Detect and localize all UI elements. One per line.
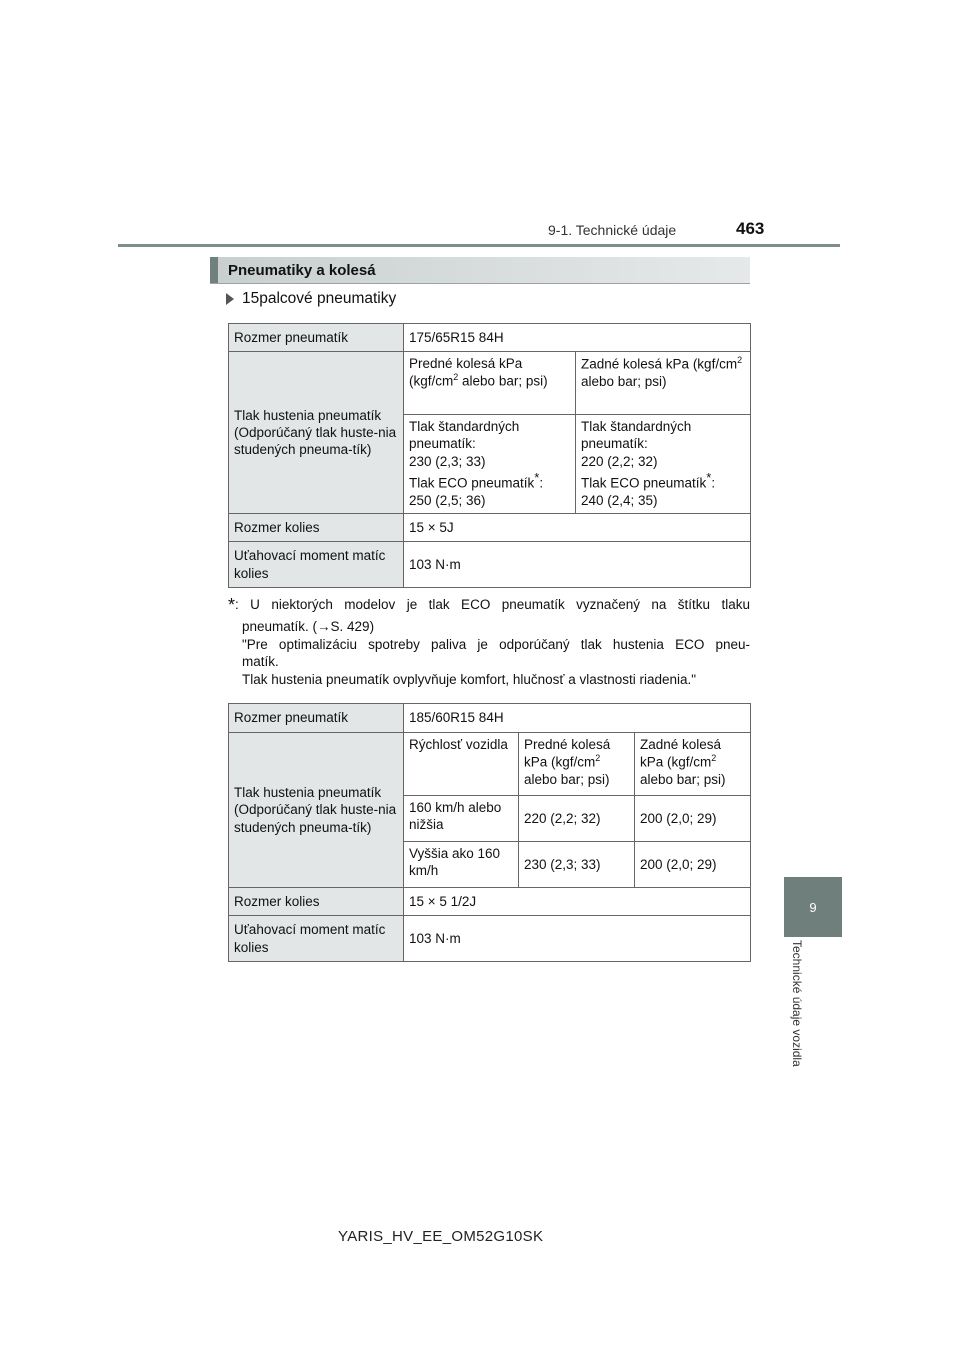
rear-header-text: Zadné kolesá kPa (kgf/cm xyxy=(581,356,738,372)
wheel-size-label: Rozmer kolies xyxy=(229,888,404,916)
rear-std-label: Tlak štandardných pneumatík: xyxy=(581,419,692,452)
chapter-label: Technické údaje vozidla xyxy=(790,940,804,1067)
front-std-label: Tlak štandardných pneumatík: xyxy=(409,419,520,452)
section-heading-text: Pneumatiky a kolesá xyxy=(228,261,376,279)
table-row xyxy=(229,733,751,796)
table-row xyxy=(229,324,751,352)
tire-spec-table-2 xyxy=(228,703,751,962)
front-header-tail: alebo bar; psi) xyxy=(458,373,548,389)
front-header-sup: 2 xyxy=(595,753,601,764)
wheel-size-value: 15 × 5J xyxy=(404,514,751,542)
tire-size-value: 185/60R15 84H xyxy=(404,704,751,733)
footnote-line-5: Tlak hustenia pneumatík ovplyvňuje komfort, hlučnosť a vlastnosti riadenia." xyxy=(242,672,697,688)
pressure-label xyxy=(229,352,404,514)
footnote-line-4: matík. xyxy=(242,654,279,670)
front-eco-label: Tlak ECO pneumatík xyxy=(409,475,535,491)
asterisk-marker: * xyxy=(706,469,712,485)
asterisk-marker: * xyxy=(228,595,236,615)
chapter-number: 9 xyxy=(809,899,817,915)
front-header-tail: alebo bar; psi) xyxy=(524,772,610,788)
rear-std-value: 220 (2,2; 32) xyxy=(581,453,658,469)
rear-header-sup: 2 xyxy=(711,753,717,764)
rear-eco-line: Tlak ECO pneumatík*: xyxy=(581,469,716,491)
page-number: 463 xyxy=(736,219,765,238)
front-header-text: Predné kolesá kPa (kgf/cm xyxy=(524,737,611,770)
tire-size-label: Rozmer pneumatík xyxy=(229,704,404,733)
heading-underline xyxy=(210,283,750,284)
speed-cell: 160 km/h alebo nižšia xyxy=(404,796,519,842)
triangle-bullet-icon xyxy=(226,293,234,305)
rear-header-text: Zadné kolesá kPa (kgf/cm xyxy=(640,737,722,770)
table-row xyxy=(229,352,751,415)
header-rule xyxy=(118,244,840,247)
asterisk-marker: * xyxy=(534,469,540,485)
footnote-text-1: : U niektorých modelov je tlak ECO pneumatík vyznačený na štítku tlaku xyxy=(235,597,750,612)
table-row xyxy=(229,888,751,916)
front-pressure-cell xyxy=(404,415,576,514)
pressure-label xyxy=(229,733,404,888)
rear-pressure-cell: 200 (2,0; 29) xyxy=(635,796,751,842)
rear-header-sup: 2 xyxy=(737,355,743,365)
rear-header-tail: alebo bar; psi) xyxy=(640,772,726,788)
speed-header: Rýchlosť vozidla xyxy=(404,733,519,796)
wheel-size-value: 15 × 5 1/2J xyxy=(404,888,751,916)
front-std-value: 230 (2,3; 33) xyxy=(409,453,486,469)
rear-eco-value: 240 (2,4; 35) xyxy=(581,492,658,508)
front-header xyxy=(404,352,576,415)
front-header-text: Predné kolesá kPa (kgf/cm xyxy=(409,356,523,389)
table-row xyxy=(229,704,751,733)
tire-size-label: Rozmer pneumatík xyxy=(229,324,404,352)
rear-pressure-cell xyxy=(576,415,751,514)
torque-label: Uťahovací moment matíc kolies xyxy=(229,916,404,962)
front-header xyxy=(519,733,635,796)
front-eco-line: Tlak ECO pneumatík*: xyxy=(409,469,544,491)
table-row xyxy=(229,542,751,588)
rear-header xyxy=(576,352,751,415)
torque-value: 103 N·m xyxy=(404,916,751,962)
section-title: 9-1. Technické údaje xyxy=(548,222,677,238)
section-heading xyxy=(210,257,750,283)
front-header-sup: 2 xyxy=(453,372,459,383)
front-pressure-cell: 220 (2,2; 32) xyxy=(519,796,635,842)
tire-size-value: 175/65R15 84H xyxy=(404,324,751,352)
front-eco-value: 250 (2,5; 36) xyxy=(409,492,486,508)
pressure-label-text: Tlak hustenia pneumatík (Odporúčaný tlak huste-nia studených pneuma-tík) xyxy=(234,785,397,835)
rear-header-tail: alebo bar; psi) xyxy=(581,373,667,389)
footnote-line-3: "Pre optimalizáciu spotreby paliva je odporúčaný tlak hustenia ECO pneu- xyxy=(242,636,750,652)
subheading-text: 15palcové pneumatiky xyxy=(242,290,397,307)
subheading xyxy=(226,290,396,308)
pressure-label-text: Tlak hustenia pneumatík (Odporúčaný tlak huste-nia studených pneuma-tík) xyxy=(234,407,397,458)
table-row xyxy=(229,514,751,542)
wheel-size-label: Rozmer kolies xyxy=(229,514,404,542)
table-row xyxy=(229,916,751,962)
speed-cell: Vyššia ako 160 km/h xyxy=(404,842,519,888)
footnote-line-2: pneumatík. (→S. 429) xyxy=(242,618,375,634)
rear-header xyxy=(635,733,751,796)
footnote xyxy=(228,594,750,689)
chapter-tab[interactable] xyxy=(784,877,842,937)
rear-eco-label: Tlak ECO pneumatík xyxy=(581,475,707,491)
document-code: YARIS_HV_EE_OM52G10SK xyxy=(338,1228,544,1245)
torque-label: Uťahovací moment matíc kolies xyxy=(229,542,404,588)
rear-pressure-cell: 200 (2,0; 29) xyxy=(635,842,751,888)
front-pressure-cell: 230 (2,3; 33) xyxy=(519,842,635,888)
torque-value: 103 N·m xyxy=(404,542,751,588)
tire-spec-table-1 xyxy=(228,323,751,588)
footnote-line-1 xyxy=(228,594,750,618)
